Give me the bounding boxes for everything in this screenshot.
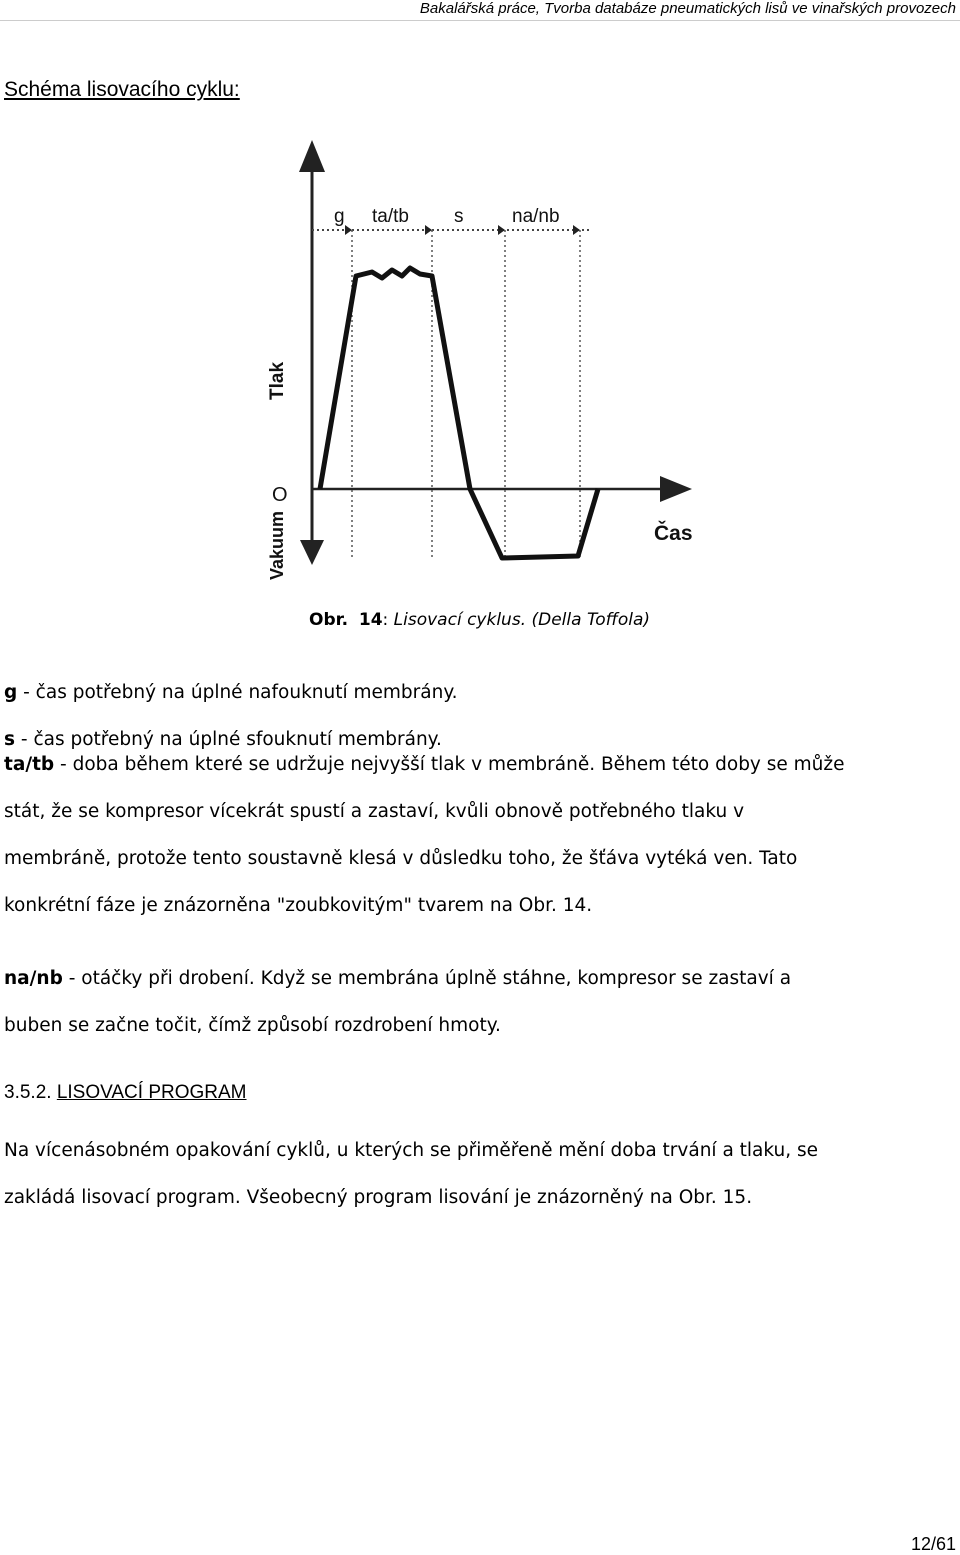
section-title: Schéma lisovacího cyklu:	[4, 78, 240, 101]
figure-caption: Obr. 14: Lisovací cyklus. (Della Toffola)	[309, 610, 651, 630]
definition-tatb-line: stát, že se kompresor vícekrát spustí a zastaví, kvůli obnově potřebného tlaku v	[4, 801, 745, 822]
marker-tick-g	[345, 225, 352, 235]
definition-s-text: - čas potřebný na úplné sfouknutí membrány.	[15, 729, 442, 750]
definition-tatb-line	[4, 741, 954, 788]
subsection-title: LISOVACÍ PROGRAM	[56, 1082, 247, 1103]
definition-nanb-line: buben se začne točit, čímž způsobí rozdrobení hmoty.	[4, 1015, 501, 1036]
subsection-heading	[4, 1082, 247, 1104]
definition-tatb-text: - doba během které se udržuje nejvyšší tlak v membráně. Během této doby se může	[54, 754, 845, 775]
marker-tick-tatb	[425, 225, 432, 235]
definition-tatb-term: ta/tb	[4, 754, 55, 775]
phase-label-nanb: na/nb	[512, 206, 560, 227]
x-label-cas: Čas	[654, 522, 693, 545]
caption-text: Lisovací cyklus. (Della Toffola)	[393, 610, 651, 630]
program-paragraph	[4, 1127, 954, 1221]
pressure-curve	[320, 268, 598, 558]
y-axis-arrow-bottom	[300, 540, 324, 565]
program-line: Na vícenásobném opakování cyklů, u kterých se přiměřeně mění doba trvání a tlaku, se	[4, 1140, 819, 1161]
program-line: zakládá lisovací program. Všeobecný program lisování je znázorněný na Obr. 15.	[4, 1187, 753, 1208]
definition-g-term: g	[4, 682, 18, 703]
phase-label-tatb: ta/tb	[372, 206, 409, 227]
definition-nanb-line	[4, 955, 954, 1002]
x-axis-arrow	[660, 476, 692, 502]
y-label-vakuum: Vakuum	[267, 510, 287, 580]
y-label-zero: O	[272, 484, 288, 506]
y-label-tlak: Tlak	[267, 361, 288, 400]
definition-s-term: s	[4, 729, 16, 750]
header-rule	[0, 20, 960, 21]
definition-nanb	[4, 955, 954, 1049]
running-header: Bakalářská práce, Tvorba databáze pneumatických lisů ve vinařských provozech	[419, 0, 956, 17]
y-axis-arrow-top	[299, 140, 325, 172]
definition-g-text: - čas potřebný na úplné nafouknutí membrány.	[17, 682, 458, 703]
definition-tatb-line: konkrétní fáze je znázorněna "zoubkovitým" tvarem na Obr. 14.	[4, 895, 593, 916]
caption-number: 14	[358, 610, 383, 630]
phase-label-s: s	[454, 206, 464, 227]
definition-tatb-line: membráně, protože tento soustavně klesá v důsledku toho, že šťáva vytéká ven. Tato	[4, 848, 798, 869]
caption-prefix: Obr.	[309, 610, 349, 630]
definition-nanb-term: na/nb	[4, 968, 63, 989]
subsection-number: 3.5.2.	[4, 1082, 52, 1103]
marker-tick-nanb	[573, 225, 580, 235]
marker-tick-s	[498, 225, 505, 235]
definition-nanb-text: - otáčky při drobení. Když se membrána úplně stáhne, kompresor se zastaví a	[62, 968, 792, 989]
phase-label-g: g	[334, 206, 345, 227]
definition-tatb	[4, 741, 954, 929]
definition-g	[4, 669, 954, 716]
page-number: 12/61	[910, 1534, 956, 1554]
